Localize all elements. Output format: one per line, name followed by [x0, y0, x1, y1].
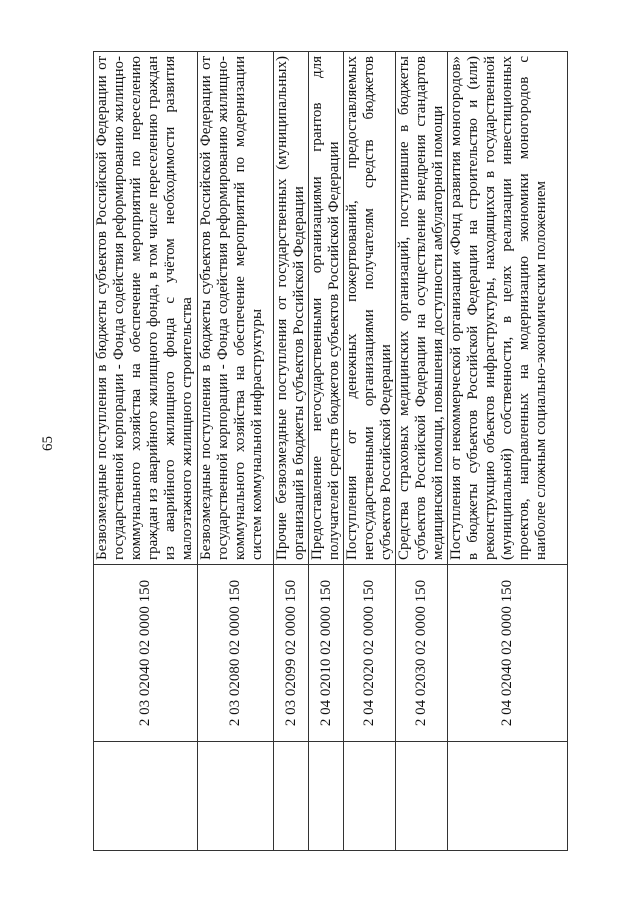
table-row	[198, 52, 274, 851]
page-number: 65	[40, 436, 56, 451]
empty-cell	[274, 742, 309, 851]
empty-cell	[309, 742, 344, 851]
code-cell: 2 04 02010 02 0000 150	[309, 565, 344, 742]
description-cell: Предоставление негосударственными организациями грантов для получателей средств бюджетов субъектов Российской Федерации	[309, 52, 344, 565]
table-row	[396, 52, 448, 851]
description-cell: Средства страховых медицинских организаций, поступившие в бюджеты субъектов Российской Федерации на осуществление внедрения стандартов медицинской помощи, повышения доступности амбулаторной помощи	[396, 52, 448, 565]
description-cell: Безвозмездные поступления в бюджеты субъектов Российской Федерации от государственной корпорации - Фонда содействия реформированию жилищно-коммунального хозяйства на обеспечение мероприятий по модернизации систем коммунальной инфраструктуры	[198, 52, 274, 565]
revenue-codes-table	[93, 51, 568, 851]
code-cell: 2 04 02040 02 0000 150	[448, 565, 568, 742]
code-cell: 2 03 02040 02 0000 150	[94, 565, 198, 742]
code-cell: 2 03 02080 02 0000 150	[198, 565, 274, 742]
description-cell: Поступления от некоммерческой организации «Фонд развития моногородов» в бюджеты субъектов Российской Федерации на строительство и (или) реконструкцию объектов инфраструктуры, находящихся в государственной (муниципальной) собственности, в целях реализации инвестиционных проектов, направленных на модернизацию экономики моногородов с наиболее сложным социально-экономическим положением	[448, 52, 568, 565]
table-row	[344, 52, 396, 851]
table-row	[94, 52, 198, 851]
table-row	[448, 52, 568, 851]
empty-cell	[94, 742, 198, 851]
empty-cell	[198, 742, 274, 851]
code-cell: 2 04 02020 02 0000 150	[344, 565, 396, 742]
empty-cell	[396, 742, 448, 851]
table-row	[309, 52, 344, 851]
description-cell: Безвозмездные поступления в бюджеты субъектов Российской Федерации от государственной корпорации - Фонда содействия реформированию жилищно-коммунального хозяйства на обеспечение мероприятий по переселению граждан из аварийного жилищного фонда, в том числе переселению граждан из аварийного жилищного фонда с учётом необходимости развития малоэтажного жилищного строительства	[94, 52, 198, 565]
empty-cell	[448, 742, 568, 851]
empty-cell	[344, 742, 396, 851]
rotated-table-sheet	[93, 51, 567, 851]
table-row	[274, 52, 309, 851]
description-cell: Прочие безвозмездные поступления от государственных (муниципальных) организаций в бюджеты субъектов Российской Федерации	[274, 52, 309, 565]
code-cell: 2 03 02099 02 0000 150	[274, 565, 309, 742]
description-cell: Поступления от денежных пожертвований, предоставляемых негосударственными организациями получателям средств бюджетов субъектов Российской Федерации	[344, 52, 396, 565]
code-cell: 2 04 02030 02 0000 150	[396, 565, 448, 742]
